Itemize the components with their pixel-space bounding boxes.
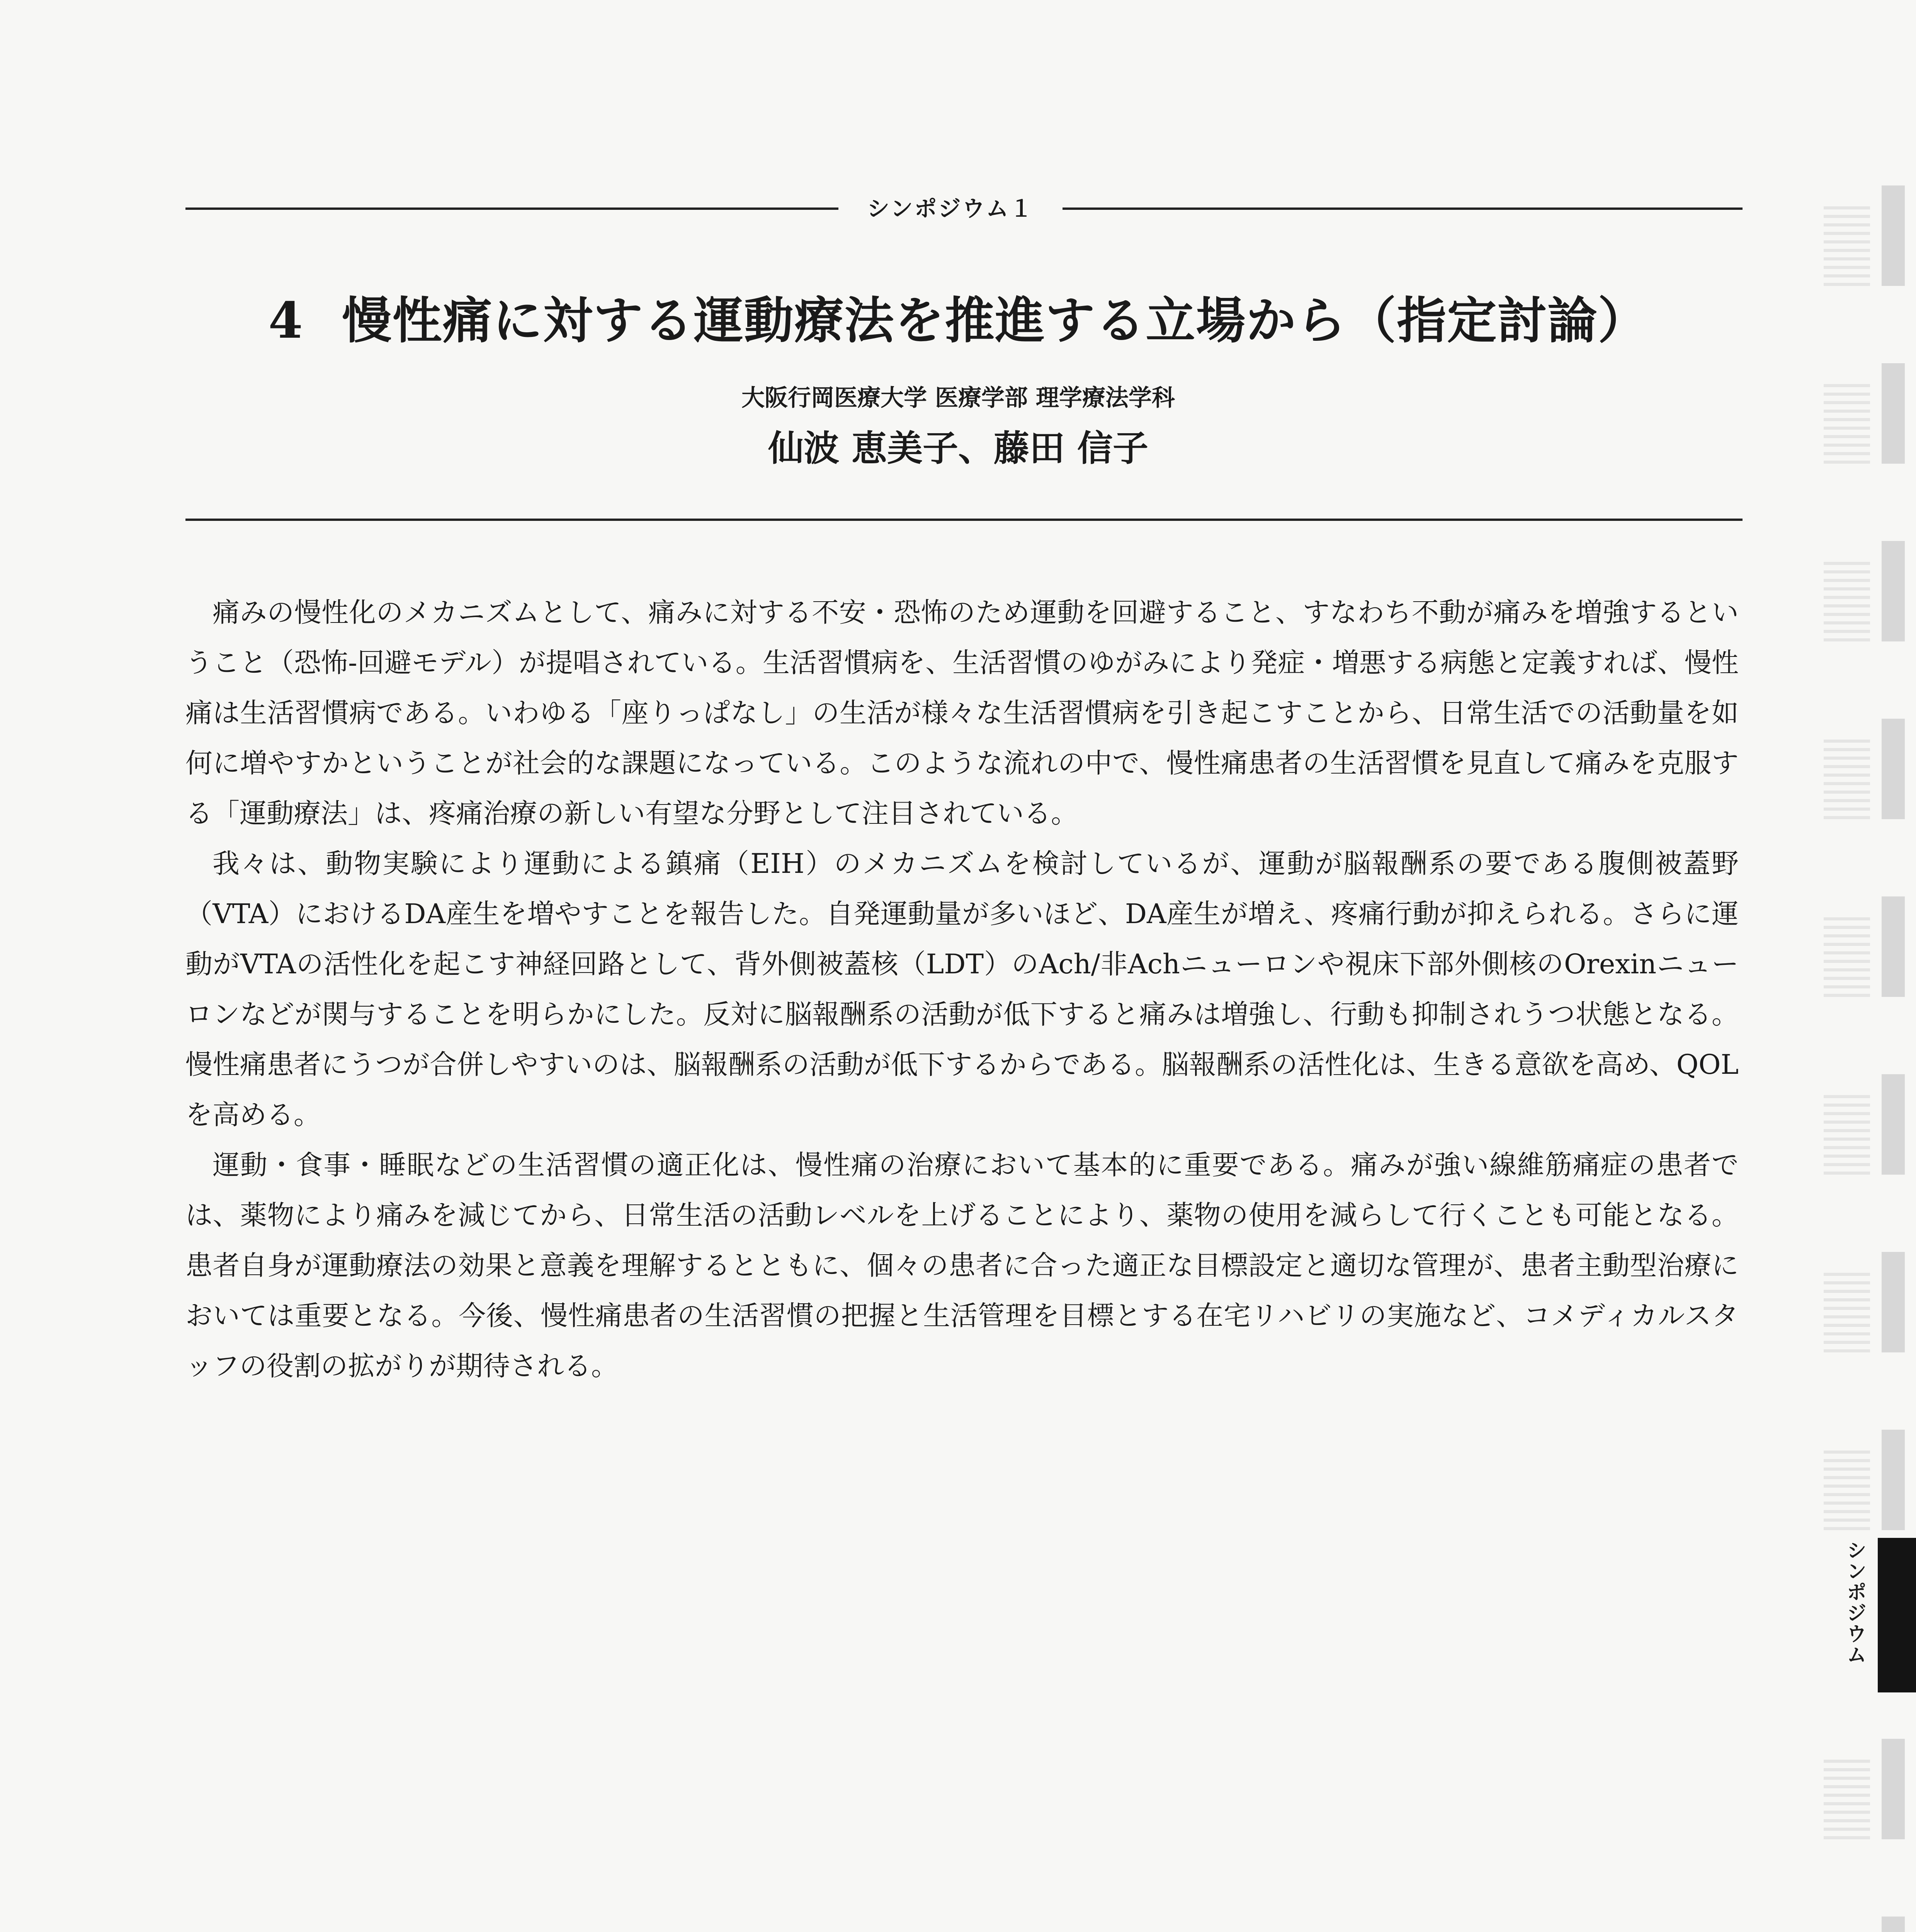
article-title-text: 慢性痛に対する運動療法を推進する立場から（指定討論） [342,292,1648,350]
body-paragraph-2: 我々は、動物実験により運動による鎮痛（EIH）のメカニズムを検討しているが、運動が脳報酬系の要である腹側被蓋野（VTA）におけるDA産生を増やすことを報告した。自発運動量が多いほど、DA産生が増え、疼痛行動が抑えられる。さらに運動がVTAの活性化を起こす神経回路として、背外側被蓋核（LDT）のAch/非Achニューロンや視床下部外側核のOrexinニューロンなどが関与することを明らかにした。反対に脳報酬系の活動が低下すると痛みは増強し、行動も抑制されうつ状態となる。慢性痛患者にうつが合併しやすいのは、脳報酬系の活動が低下するからである。脳報酬系の活性化は、生きる意欲を高め、QOLを高める。 [185,848,1739,1131]
show-through-text [1824,1267,1870,1352]
thumb-tab-faint [1882,363,1905,464]
section-label: シンポジウム１ [867,196,1034,222]
show-through-text [1824,1754,1870,1839]
thumb-tab-faint [1882,185,1905,286]
abstract-body [185,587,1739,1391]
thumb-tab-faint [1882,1739,1905,1839]
author-names: 仙波 恵美子、藤田 信子 [768,427,1149,469]
thumb-tab-faint [1882,1252,1905,1352]
thumb-tab-faint [1882,1074,1905,1175]
thumb-tab-faint [1882,541,1905,641]
show-through-text [1824,1445,1870,1530]
thumb-tab-faint [1882,1430,1905,1530]
thumb-tab-faint [1882,896,1905,997]
body-paragraph-3: 運動・食事・睡眠などの生活習慣の適正化は、慢性痛の治療において基本的に重要である。痛みが強い線維筋痛症の患者では、薬物により痛みを減じてから、日常生活の活動レベルを上げることにより、薬物の使用を減らして行くことも可能となる。患者自身が運動療法の効果と意義を理解するとともに、個々の患者に合った適正な目標設定と適切な管理が、患者主動型治療においては重要となる。今後、慢性痛患者の生活習慣の把握と生活管理を目標とする在宅リハビリの実施など、コメディカルスタッフの役割の拡がりが期待される。 [185,1149,1739,1382]
header-rule-right [1063,207,1743,210]
show-through-text [1824,556,1870,641]
author-affiliation: 大阪行岡医療大学 医療学部 理学療法学科 [741,384,1175,412]
article-title [185,286,1731,355]
show-through-text [1824,201,1870,286]
side-tab-label: シンポジウム [1843,1540,1866,1665]
thumb-tab-faint [1882,1917,1905,1932]
show-through-text [1824,912,1870,997]
active-thumb-tab [1878,1538,1916,1692]
thumb-tab-faint [1882,719,1905,819]
show-through-text [1824,734,1870,819]
title-rule [185,519,1743,521]
show-through-text [1824,379,1870,464]
article-number: 4 [268,292,304,350]
body-paragraph-1: 痛みの慢性化のメカニズムとして、痛みに対する不安・恐怖のため運動を回避すること、すなわち不動が痛みを増強するということ（恐怖-回避モデル）が提唱されている。生活習慣病を、生活習慣のゆがみにより発症・増悪する病態と定義すれば、慢性痛は生活習慣病である。いわゆる「座りっぱなし」の生活が様々な生活習慣病を引き起こすことから、日常生活での活動量を如何に増やすかということが社会的な課題になっている。このような流れの中で、慢性痛患者の生活習慣を見直して痛みを克服する「運動療法」は、疼痛治療の新しい有望な分野として注目されている。 [185,597,1739,829]
show-through-text [1824,1090,1870,1175]
header-rule-left [185,207,838,210]
